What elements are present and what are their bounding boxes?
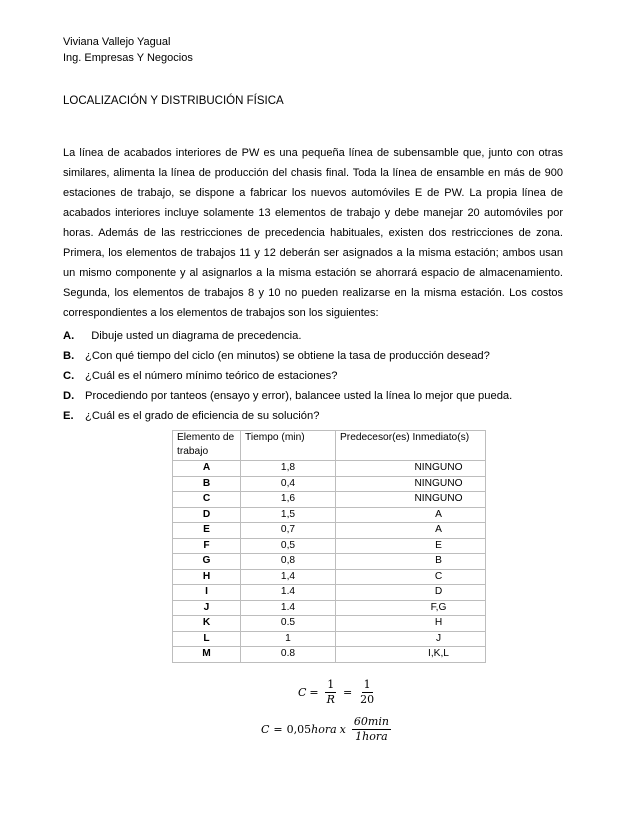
cell-predecessor: D — [336, 585, 486, 601]
cell-element: H — [173, 569, 241, 585]
question-list — [63, 326, 512, 426]
cell-time: 1,5 — [241, 507, 336, 523]
formula-equals: = — [273, 723, 283, 736]
fraction — [352, 715, 391, 744]
table-header-row — [173, 431, 486, 461]
table-row — [173, 554, 486, 570]
table-row — [173, 600, 486, 616]
cell-time: 1,8 — [241, 461, 336, 477]
cell-predecessor: C — [336, 569, 486, 585]
cell-time: 1 — [241, 631, 336, 647]
cell-time: 0.5 — [241, 616, 336, 632]
table-row — [173, 647, 486, 663]
header-time: Tiempo (min) — [241, 431, 336, 461]
fraction-denominator: 1hora — [355, 730, 388, 743]
table-row — [173, 631, 486, 647]
table-row — [173, 507, 486, 523]
cell-element: D — [173, 507, 241, 523]
cell-element: C — [173, 492, 241, 508]
cell-time: 0,4 — [241, 476, 336, 492]
question-item — [63, 366, 512, 386]
cell-element: M — [173, 647, 241, 663]
cell-time: 1.4 — [241, 585, 336, 601]
question-text: ¿Cuál es el número mínimo teórico de estaciones? — [85, 370, 338, 382]
question-text: Dibuje usted un diagrama de precedencia. — [85, 330, 302, 342]
cell-time: 0.8 — [241, 647, 336, 663]
cell-element: J — [173, 600, 241, 616]
problem-paragraph: La línea de acabados interiores de PW es una pequeña línea de subensamble que, junto con otras similares, alimenta la línea de producción del chasis final. Toda la línea de ensamble en más de 900 estaciones de trabajo, se dispone a fabricar los nuevos automóviles E de PW. La propia línea de acabados interiores incluye solamente 13 elementos de trabajo y debe manejar 20 automóviles por horas. Además de las restricciones de precedencia habituales, existen dos restricciones de zona. Primera, los elementos de trabajos 11 y 12 deberán ser asignados a la misma estación; ambos usan un mismo componente y al asignarlos a la misma estación se ahorrará espacio de almacenamiento. Segunda, los elementos de trabajos 8 y 10 no pueden realizarse en la misma estación. Los costos correspondientes a los elementos de trabajos son los siguientes: — [63, 147, 563, 319]
cell-predecessor: I,K,L — [336, 647, 486, 663]
cell-time: 1,6 — [241, 492, 336, 508]
cell-element: G — [173, 554, 241, 570]
table-row — [173, 585, 486, 601]
question-letter: B. — [63, 350, 75, 362]
work-elements-table — [172, 430, 486, 663]
formula-conversion — [261, 715, 394, 744]
question-letter: A. — [63, 330, 75, 342]
cell-predecessor: NINGUNO — [336, 492, 486, 508]
formula-cycle-time — [298, 678, 379, 707]
cell-time: 0,5 — [241, 538, 336, 554]
question-text: ¿Cuál es el grado de eficiencia de su solución? — [85, 410, 320, 422]
question-item — [63, 346, 512, 366]
cell-element: B — [173, 476, 241, 492]
cell-element: L — [173, 631, 241, 647]
question-text: ¿Con qué tiempo del ciclo (en minutos) se obtiene la tasa de producción desead? — [85, 350, 490, 362]
cell-predecessor: NINGUNO — [336, 476, 486, 492]
cell-predecessor: H — [336, 616, 486, 632]
fraction-numerator: 1 — [363, 678, 371, 691]
cell-predecessor: A — [336, 507, 486, 523]
cell-time: 1.4 — [241, 600, 336, 616]
cell-time: 1,4 — [241, 569, 336, 585]
cell-predecessor: A — [336, 523, 486, 539]
question-item — [63, 406, 512, 426]
fraction-numerator: 60min — [353, 715, 389, 728]
cell-element: F — [173, 538, 241, 554]
formula-lhs: C — [298, 686, 307, 699]
cell-element: K — [173, 616, 241, 632]
header-predecessor: Predecesor(es) Inmediato(s) — [336, 431, 486, 461]
fraction — [358, 678, 376, 707]
formula-equals: = — [342, 686, 353, 699]
section-title: LOCALIZACIÓN Y DISTRIBUCIÓN FÍSICA — [63, 95, 284, 107]
table-row — [173, 476, 486, 492]
fraction-numerator: 1 — [327, 678, 335, 691]
fraction-denominator: R — [326, 693, 335, 706]
table-row — [173, 492, 486, 508]
formula-lhs: C — [261, 723, 270, 736]
question-letter: C. — [63, 370, 75, 382]
question-item — [63, 386, 512, 406]
fraction-denominator: 20 — [360, 693, 375, 706]
table-row — [173, 523, 486, 539]
cell-predecessor: B — [336, 554, 486, 570]
cell-predecessor: J — [336, 631, 486, 647]
cell-element: I — [173, 585, 241, 601]
header-element: Elemento de trabajo — [173, 431, 241, 461]
table-row — [173, 461, 486, 477]
cell-predecessor: F,G — [336, 600, 486, 616]
question-letter: E. — [63, 410, 74, 422]
fraction — [325, 678, 337, 707]
cell-element: E — [173, 523, 241, 539]
document-header — [63, 34, 193, 66]
formula-times: x — [339, 723, 346, 736]
formula-value: 0,05 — [286, 723, 312, 736]
question-letter: D. — [63, 390, 75, 402]
program-name: Ing. Empresas Y Negocios — [63, 52, 193, 64]
cell-predecessor: NINGUNO — [336, 461, 486, 477]
table-row — [173, 538, 486, 554]
table-row — [173, 569, 486, 585]
cell-predecessor: E — [336, 538, 486, 554]
question-text: Procediendo por tanteos (ensayo y error), balancee usted la línea lo mejor que pueda. — [85, 390, 513, 402]
cell-element: A — [173, 461, 241, 477]
question-item — [63, 326, 512, 346]
author-name: Viviana Vallejo Yagual — [63, 36, 171, 48]
formula-unit: hora — [311, 723, 337, 736]
cell-time: 0,7 — [241, 523, 336, 539]
formula-equals: = — [309, 686, 319, 699]
cell-time: 0,8 — [241, 554, 336, 570]
table-row — [173, 616, 486, 632]
